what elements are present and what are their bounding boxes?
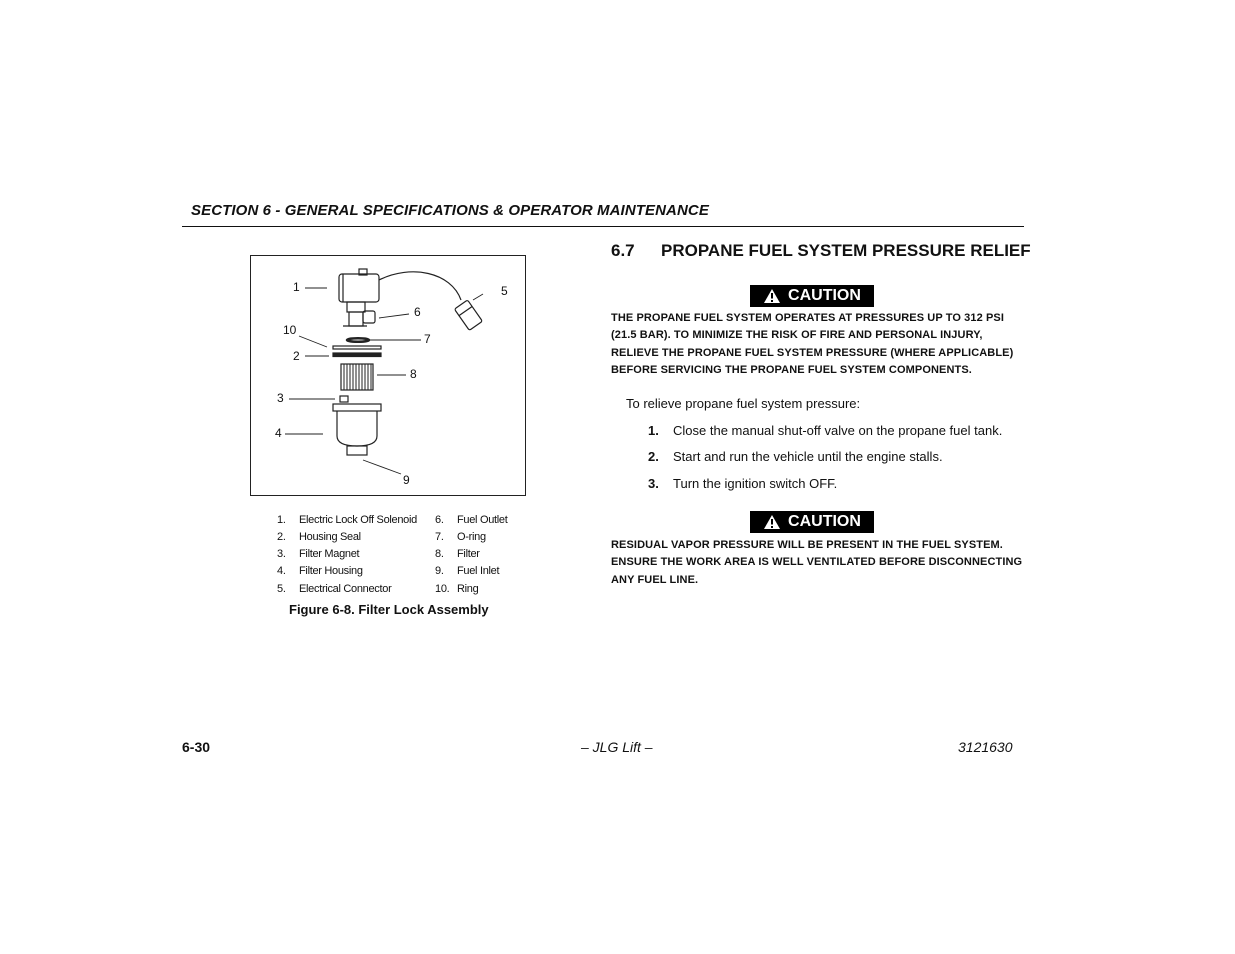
filter-housing-rim: [333, 404, 381, 411]
section-number: 6.7: [611, 241, 635, 260]
warning-triangle-icon: [763, 514, 781, 530]
step-number: 2.: [648, 449, 659, 464]
step-number: 3.: [648, 476, 659, 491]
filter-magnet-shape: [340, 396, 348, 402]
callout-1: 1: [293, 280, 300, 294]
callout-4: 4: [275, 426, 282, 440]
figure-caption: Figure 6-8. Filter Lock Assembly: [289, 602, 489, 617]
step-number: 1.: [648, 423, 659, 438]
callout-6: 6: [414, 305, 421, 319]
fuel-outlet-fitting: [363, 311, 375, 323]
warning-triangle-icon: [763, 288, 781, 304]
step-text: Close the manual shut-off valve on the propane fuel tank.: [673, 423, 1003, 438]
o-ring-shape: [347, 338, 369, 342]
callout-2: 2: [293, 349, 300, 363]
intro-text: To relieve propane fuel system pressure:: [626, 396, 861, 411]
header-rule: [182, 226, 1024, 227]
document-number: 3121630: [958, 739, 1013, 755]
caution-text: THE PROPANE FUEL SYSTEM OPERATES AT PRESSURES UP TO 312 PSI (21.5 BAR). TO MINIMIZE THE RISK OF FIRE AND PERSONAL INJURY, RELIEVE THE PROPANE FUEL SYSTEM PRESSURE (WHERE APPLICABLE) BEFORE SERVICING THE PROPANE FUEL SYSTEM COMPONENTS.: [611, 312, 1014, 376]
footer-center: – JLG Lift –: [581, 739, 653, 755]
callout-5: 5: [501, 284, 508, 298]
caution-banner: [750, 511, 874, 533]
step-text: Turn the ignition switch OFF.: [673, 476, 838, 491]
solenoid-body: [339, 274, 379, 302]
callout-9: 9: [403, 473, 410, 487]
section-title: [611, 241, 1031, 261]
callout-10: 10: [283, 323, 297, 337]
caution-banner: [750, 285, 874, 307]
section-title-text: PROPANE FUEL SYSTEM PRESSURE RELIEF: [661, 241, 1031, 260]
ring-shape: [333, 346, 381, 349]
section-header: SECTION 6 - GENERAL SPECIFICATIONS & OPERATOR MAINTENANCE: [191, 202, 709, 219]
housing-seal-shape: [333, 353, 381, 357]
caution-label: CAUTION: [788, 513, 861, 530]
callout-3: 3: [277, 391, 284, 405]
page-number: 6-30: [182, 739, 211, 755]
filter-housing-bowl: [337, 411, 377, 446]
solenoid-wire: [379, 272, 461, 300]
callout-8: 8: [410, 367, 417, 381]
caution-label: CAUTION: [788, 287, 861, 304]
callout-7: 7: [424, 332, 431, 346]
figure-filter-lock-assembly: [250, 255, 526, 496]
electrical-connector-shape: [454, 300, 482, 330]
step-text: Start and run the vehicle until the engine stalls.: [673, 449, 943, 464]
fuel-inlet-fitting: [347, 446, 367, 455]
caution-text: RESIDUAL VAPOR PRESSURE WILL BE PRESENT IN THE FUEL SYSTEM. ENSURE THE WORK AREA IS WELL VENTILATED BEFORE DISCONNECTING ANY FUEL LINE.: [611, 539, 1023, 586]
